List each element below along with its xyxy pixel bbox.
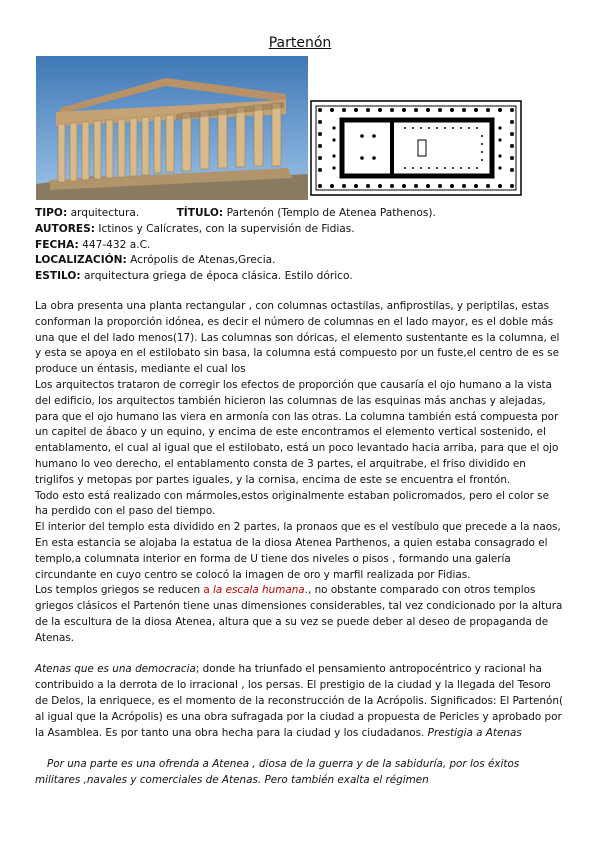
estilo-label: ESTILO: — [35, 270, 81, 283]
paragraph-democracia — [35, 662, 565, 741]
paragraph-ofrenda: Por una parte es una ofrenda a Atenea , diosa de la guerra y de la sabiduría, por los éxitos militares ,navales y comerciales de Atenas. Pero también exalta el régimen — [35, 758, 520, 786]
paragraph-escala-humana — [35, 583, 565, 646]
prestigia-italic: Prestigia a Atenas — [427, 726, 522, 739]
autores-value: Ictinos y Calícrates, con la supervisión de Fidias. — [98, 222, 355, 235]
localizacion-value: Acrópolis de Atenas,Grecia. — [130, 254, 276, 267]
meta-line-autores — [35, 222, 565, 238]
meta-line-tipo — [35, 206, 565, 222]
floor-plan-diagram — [310, 100, 522, 196]
autores-label: AUTORES: — [35, 222, 95, 235]
escala-red-a: a — [203, 584, 214, 597]
tipo-label: TIPO: — [35, 207, 68, 219]
democracia-italic: Atenas que es una democracia — [35, 663, 196, 676]
fecha-value: 447-432 a.C. — [82, 238, 151, 251]
titulo-label: TÍTULO: — [176, 207, 224, 219]
paragraph-arquitectos: Los arquitectos trataron de corregir los efectos de proporción que causaría el ojo humano a la vista del edificio, los arquitectos también hicieron las columnas de las esquinas más anchas y alejadas, para que el ojo humano las viera en armonía con las otras. La columna también está compuesta por un capitel de ábaco y un equino, y encima de este encontramos el elemento vertical sostenido, el entablamento, el cual al igual que el estilobato, está un poco levantado hacia arriba, para que el ojo humano lo veo derecho, el entablamento consta de 3 partes, el arquitrabe, el friso dividido en triglifos y metopas por partes iguales, y la cornisa, encima de este se encuentra el frontón. — [35, 378, 559, 486]
escala-red-highlight: la escala humana — [213, 584, 305, 597]
tipo-value: arquitectura. — [70, 207, 140, 219]
body-text — [35, 299, 565, 789]
meta-line-fecha — [35, 238, 565, 254]
escala-text-start: Los templos griegos se reducen — [35, 584, 204, 597]
artwork-metadata — [35, 206, 565, 285]
escala-text-end: ., no obstante comparado con otros templos griegos clásicos el Partenón tiene unas dimensiones considerables, tal vez condicionado por la altura de la escultura de la diosa Atenea, altura que a su vez se puede deber al deseo de propaganda de Atenas. — [35, 584, 563, 644]
meta-line-estilo — [35, 269, 565, 285]
democracia-rest: ; donde ha triunfado el pensamiento antropocéntrico y racional ha contribuido a la derrota de lo irracional , los persas. El prestigio de la ciudad y la llegada del Tesoro de Delos, la enriquece, es el momento de la reconstrucción de la Acrópolis. Significados: El Partenón( al igual que la Acrópolis) es una obra sufragada por la ciudad a propuesta de Pericles y aprobado por la Asamblea. Es por tanto una obra hecha para la ciudad y los ciudadanos. — [35, 663, 563, 739]
paragraph-marmoles: Todo esto está realizado con mármoles,estos originalmente estaban policromados, pero el color se ha perdido con el paso del tiempo. — [35, 489, 549, 518]
paragraph-planta: La obra presenta una planta rectangular , con columnas octastilas, anfiprostilas, y periptilas, estas conforman la proporción idónea, es decir el número de columnas en el lado mayor, es el doble más una que el del lado menos(17). Las columnas son dóricas, el elemento sustentante es la columna, el y esta se apoya en el estilobato sin basa, la columna está compuesto por un fuste,el centro de es se produce un éntasis, mediante el cual los — [35, 300, 560, 376]
titulo-value: Partenón (Templo de Atenea Pathenos). — [226, 207, 436, 219]
meta-line-localizacion — [35, 253, 565, 269]
paragraph-interior: El interior del templo esta dividido en 2 partes, la pronaos que es el vestíbulo que precede a la naos, En esta estancia se alojaba la estatua de la diosa Atenea Parthenos, a quien estaba consagrado el templo,a columnata interior en forma de U tiene dos niveles o pisos , formando una galería circundante en cuyo centro se colocó la imagen de oro y marfil realizada por Fidias. — [35, 521, 561, 581]
page-title: Partenón — [268, 35, 332, 51]
estilo-value: arquitectura griega de época clásica. Estilo dórico. — [84, 270, 353, 283]
fecha-label: FECHA: — [35, 238, 79, 251]
localizacion-label: LOCALIZACIÓN: — [35, 254, 127, 267]
parthenon-photo — [36, 56, 308, 200]
